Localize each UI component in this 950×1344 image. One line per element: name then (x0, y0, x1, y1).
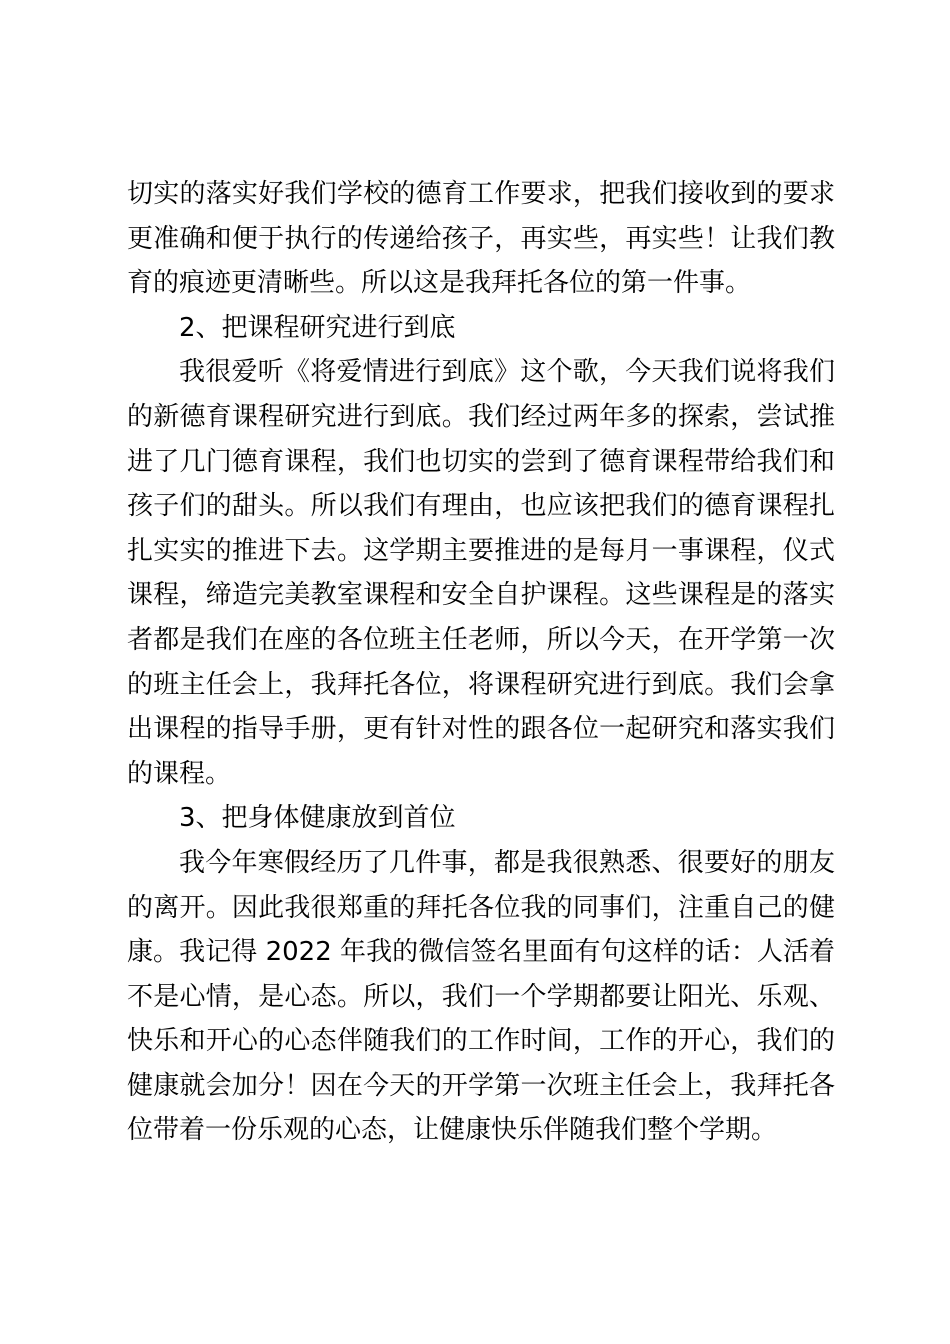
document-body (127, 172, 835, 1153)
paragraph-course-research: 我很爱听《将爱情进行到底》这个歌，今天我们说将我们的新德育课程研究进行到底。我们经过两年多的探索，尝试推进了几门德育课程，我们也切实的尝到了德育课程带给我们和孩子们的甜头。所以我们有理由，也应该把我们的德育课程扎扎实实的推进下去。这学期主要推进的是每月一事课程，仪式课程，缔造完美教室课程和安全自护课程。这些课程是的落实者都是我们在座的各位班主任老师，所以今天，在开学第一次的班主任会上，我拜托各位，将课程研究进行到底。我们会拿出课程的指导手册，更有针对性的跟各位一起研究和落实我们的课程。 (127, 357, 835, 789)
paragraph-continuation: 切实的落实好我们学校的德育工作要求，把我们接收到的要求更准确和便于执行的传递给孩子，再实些，再实些！让我们教育的痕迹更清晰些。所以这是我拜托各位的第一件事。 (127, 179, 835, 299)
paragraph-health: 我今年寒假经历了几件事，都是我很熟悉、很要好的朋友的离开。因此我很郑重的拜托各位我的同事们，注重自己的健康。我记得 2022 年我的微信签名里面有句这样的话：人活着不是心情，是心态。所以，我们一个学期都要让阳光、乐观、快乐和开心的心态伴随我们的工作时间，工作的开心，我们的健康就会加分！因在今天的开学第一次班主任会上，我拜托各位带着一份乐观的心态，让健康快乐伴随我们整个学期。 (127, 847, 835, 1146)
section-heading-3: 3、把身体健康放到首位 (179, 803, 456, 834)
section-heading-2: 2、把课程研究进行到底 (179, 312, 456, 343)
